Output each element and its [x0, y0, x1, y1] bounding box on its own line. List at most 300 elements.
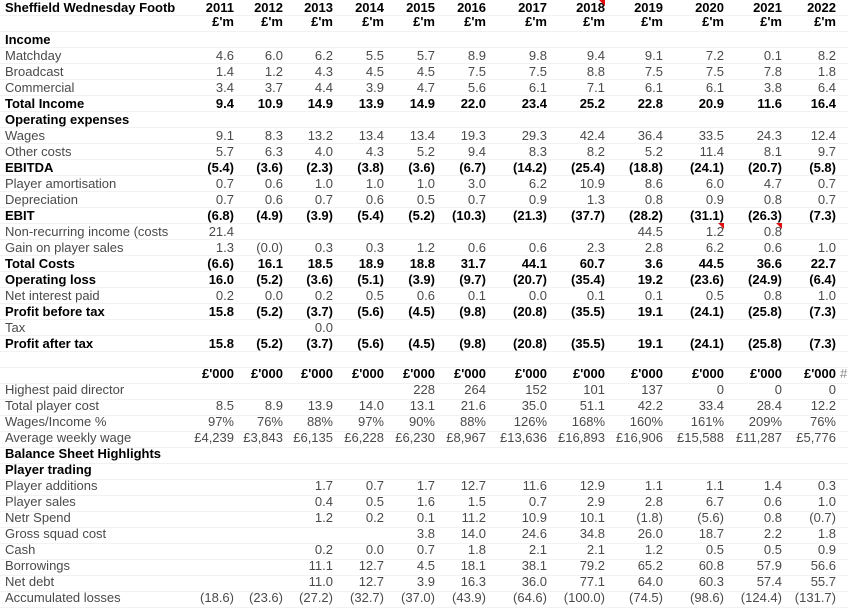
- row-label[interactable]: Balance Sheet Highlights: [5, 446, 162, 461]
- value-cell[interactable]: (23.6): [249, 590, 283, 605]
- value-cell[interactable]: 19.1: [637, 336, 663, 351]
- value-cell[interactable]: 6.2: [528, 176, 547, 191]
- year-header[interactable]: 2013: [304, 0, 333, 15]
- value-cell[interactable]: (18.8): [629, 160, 663, 175]
- value-cell[interactable]: 161%: [690, 414, 724, 429]
- value-cell[interactable]: 0.0: [264, 288, 283, 303]
- value-cell[interactable]: [233, 510, 283, 526]
- value-cell[interactable]: 3.8: [763, 80, 782, 95]
- value-cell[interactable]: 4.5: [416, 558, 435, 573]
- unit-header-thousands[interactable]: £'000: [514, 366, 547, 381]
- value-cell[interactable]: 0.5: [705, 542, 724, 557]
- value-cell[interactable]: (3.7): [306, 304, 333, 319]
- value-cell[interactable]: 21.6: [460, 398, 486, 413]
- value-cell[interactable]: 0.0: [314, 320, 333, 335]
- value-cell[interactable]: 0.1: [416, 510, 435, 525]
- value-cell[interactable]: 16.1: [257, 256, 283, 271]
- value-cell[interactable]: 6.0: [705, 176, 724, 191]
- value-cell[interactable]: £6,228: [344, 430, 384, 445]
- value-cell[interactable]: 0.2: [365, 510, 384, 525]
- value-cell[interactable]: [674, 320, 724, 336]
- value-cell[interactable]: 14.0: [358, 398, 384, 413]
- value-cell[interactable]: 9.1: [215, 128, 234, 143]
- value-cell[interactable]: (5.2): [256, 304, 283, 319]
- value-cell[interactable]: 0.8: [763, 510, 782, 525]
- value-cell[interactable]: 5.2: [416, 144, 435, 159]
- value-cell[interactable]: 16.0: [208, 272, 234, 287]
- value-cell[interactable]: (98.6): [690, 590, 724, 605]
- value-cell[interactable]: [283, 526, 333, 542]
- value-cell[interactable]: 36.6: [756, 256, 782, 271]
- unit-header[interactable]: £'m: [525, 14, 547, 29]
- value-cell[interactable]: 0.0: [365, 542, 384, 557]
- value-cell[interactable]: £11,287: [735, 430, 782, 445]
- value-cell[interactable]: 0.6: [763, 494, 782, 509]
- value-cell[interactable]: [334, 526, 384, 542]
- value-cell[interactable]: 6.1: [644, 80, 663, 95]
- unit-header[interactable]: £'m: [362, 14, 384, 29]
- value-cell[interactable]: 13.4: [358, 128, 384, 143]
- year-header[interactable]: 2015: [406, 0, 435, 15]
- value-cell[interactable]: 9.8: [528, 48, 547, 63]
- value-cell[interactable]: [184, 510, 234, 526]
- year-header[interactable]: 2020: [695, 0, 724, 15]
- value-cell[interactable]: [555, 224, 605, 240]
- row-label[interactable]: Player additions: [5, 478, 98, 493]
- row-label[interactable]: Wages/Income %: [5, 414, 107, 429]
- value-cell[interactable]: 19.1: [637, 304, 663, 319]
- value-cell[interactable]: 4.4: [314, 80, 333, 95]
- value-cell[interactable]: 97%: [357, 414, 384, 429]
- value-cell[interactable]: 60.7: [579, 256, 605, 271]
- value-cell[interactable]: (3.6): [408, 160, 435, 175]
- value-cell[interactable]: 21.4: [208, 224, 234, 239]
- value-cell[interactable]: 0.8: [644, 192, 663, 207]
- row-label[interactable]: Net debt: [5, 574, 55, 589]
- value-cell[interactable]: 1.0: [817, 288, 836, 303]
- value-cell[interactable]: (9.8): [459, 304, 486, 319]
- value-cell[interactable]: 3.9: [416, 574, 435, 589]
- value-cell[interactable]: 7.5: [528, 64, 547, 79]
- value-cell[interactable]: 0.5: [416, 192, 435, 207]
- unit-header[interactable]: £'m: [413, 14, 435, 29]
- row-label[interactable]: Net interest paid: [5, 288, 100, 303]
- row-label[interactable]: Netr Spend: [5, 510, 71, 525]
- row-label[interactable]: Broadcast: [5, 64, 64, 79]
- value-cell[interactable]: (7.3): [809, 336, 836, 351]
- year-header[interactable]: 2022: [807, 0, 836, 15]
- value-cell[interactable]: 0.2: [215, 288, 234, 303]
- value-cell[interactable]: (4.5): [408, 304, 435, 319]
- unit-header[interactable]: £'m: [702, 14, 724, 29]
- value-cell[interactable]: [334, 320, 384, 336]
- year-header[interactable]: 2016: [457, 0, 486, 15]
- value-cell[interactable]: (74.5): [629, 590, 663, 605]
- value-cell[interactable]: 5.7: [215, 144, 234, 159]
- row-label[interactable]: Profit after tax: [5, 336, 94, 351]
- value-cell[interactable]: 77.1: [579, 574, 605, 589]
- value-cell[interactable]: (24.1): [690, 160, 724, 175]
- value-cell[interactable]: (25.8): [748, 304, 782, 319]
- value-cell[interactable]: 0: [828, 382, 836, 397]
- value-cell[interactable]: 1.2: [416, 240, 435, 255]
- value-cell[interactable]: [184, 478, 234, 494]
- value-cell[interactable]: 228: [413, 382, 435, 397]
- value-cell[interactable]: 9.4: [586, 48, 605, 63]
- value-cell[interactable]: 0.6: [264, 192, 283, 207]
- row-label[interactable]: Gross squad cost: [5, 526, 107, 541]
- unit-header-thousands[interactable]: £'000: [300, 366, 333, 381]
- value-cell[interactable]: 51.1: [579, 398, 605, 413]
- value-cell[interactable]: 38.1: [521, 558, 547, 573]
- value-cell[interactable]: 5.5: [365, 48, 384, 63]
- value-cell[interactable]: 13.9: [307, 398, 333, 413]
- value-cell[interactable]: 1.0: [416, 176, 435, 191]
- value-cell[interactable]: 2.8: [644, 494, 663, 509]
- value-cell[interactable]: 14.9: [307, 96, 333, 111]
- row-label[interactable]: EBIT: [5, 208, 35, 223]
- unit-header-thousands[interactable]: £'000: [453, 366, 486, 381]
- value-cell[interactable]: 1.2: [705, 224, 724, 239]
- value-cell[interactable]: 0.7: [365, 478, 384, 493]
- value-cell[interactable]: 8.9: [264, 398, 283, 413]
- year-header[interactable]: 2017: [518, 0, 547, 15]
- row-label[interactable]: Tax: [5, 320, 26, 335]
- row-label[interactable]: Total Costs: [5, 256, 75, 271]
- value-cell[interactable]: [233, 320, 283, 336]
- value-cell[interactable]: (32.7): [350, 590, 384, 605]
- value-cell[interactable]: 1.0: [314, 176, 333, 191]
- value-cell[interactable]: 13.1: [409, 398, 435, 413]
- value-cell[interactable]: 8.2: [586, 144, 605, 159]
- row-label[interactable]: Wages: [5, 128, 45, 143]
- unit-header[interactable]: £'m: [464, 14, 486, 29]
- value-cell[interactable]: 0.6: [467, 240, 486, 255]
- value-cell[interactable]: [184, 558, 234, 574]
- value-cell[interactable]: [786, 320, 836, 336]
- value-cell[interactable]: 36.0: [521, 574, 547, 589]
- value-cell[interactable]: 79.2: [579, 558, 605, 573]
- value-cell[interactable]: 44.5: [637, 224, 663, 239]
- value-cell[interactable]: (5.2): [256, 272, 283, 287]
- value-cell[interactable]: 4.0: [314, 144, 333, 159]
- value-cell[interactable]: 0.1: [763, 48, 782, 63]
- value-cell[interactable]: 11.2: [461, 510, 486, 525]
- value-cell[interactable]: 1.7: [314, 478, 333, 493]
- value-cell[interactable]: (24.1): [690, 304, 724, 319]
- value-cell[interactable]: 0.8: [763, 192, 782, 207]
- value-cell[interactable]: (0.7): [809, 510, 836, 525]
- value-cell[interactable]: 0: [716, 382, 724, 397]
- unit-header-thousands[interactable]: £'000: [691, 366, 724, 381]
- value-cell[interactable]: 33.4: [698, 398, 724, 413]
- row-label[interactable]: Player trading: [5, 462, 92, 477]
- value-cell[interactable]: 209%: [748, 414, 782, 429]
- value-cell[interactable]: 4.3: [314, 64, 333, 79]
- unit-header-thousands[interactable]: £'000: [749, 366, 782, 381]
- value-cell[interactable]: 4.5: [416, 64, 435, 79]
- value-cell[interactable]: (24.9): [748, 272, 782, 287]
- value-cell[interactable]: 19.2: [637, 272, 663, 287]
- unit-header-thousands[interactable]: £'000: [351, 366, 384, 381]
- value-cell[interactable]: 31.7: [460, 256, 486, 271]
- value-cell[interactable]: [184, 574, 234, 590]
- value-cell[interactable]: (10.3): [452, 208, 486, 223]
- value-cell[interactable]: (64.6): [513, 590, 547, 605]
- row-label[interactable]: Player sales: [5, 494, 76, 509]
- value-cell[interactable]: 44.5: [698, 256, 724, 271]
- value-cell[interactable]: 6.2: [314, 48, 333, 63]
- value-cell[interactable]: 7.5: [644, 64, 663, 79]
- value-cell[interactable]: (7.3): [809, 208, 836, 223]
- year-header[interactable]: 2021: [753, 0, 782, 15]
- value-cell[interactable]: 2.1: [528, 542, 547, 557]
- value-cell[interactable]: 35.0: [521, 398, 547, 413]
- value-cell[interactable]: 0.7: [314, 192, 333, 207]
- value-cell[interactable]: [184, 526, 234, 542]
- value-cell[interactable]: [786, 224, 836, 240]
- value-cell[interactable]: 18.8: [409, 256, 435, 271]
- value-cell[interactable]: 19.3: [460, 128, 486, 143]
- value-cell[interactable]: £16,893: [558, 430, 605, 445]
- value-cell[interactable]: (20.8): [513, 336, 547, 351]
- row-label[interactable]: Average weekly wage: [5, 430, 132, 445]
- value-cell[interactable]: [184, 320, 234, 336]
- row-label[interactable]: Accumulated losses: [5, 590, 121, 605]
- value-cell[interactable]: (3.8): [357, 160, 384, 175]
- value-cell[interactable]: 10.1: [579, 510, 605, 525]
- value-cell[interactable]: 12.2: [810, 398, 836, 413]
- value-cell[interactable]: [233, 526, 283, 542]
- value-cell[interactable]: (3.6): [256, 160, 283, 175]
- value-cell[interactable]: (9.7): [459, 272, 486, 287]
- value-cell[interactable]: £3,843: [243, 430, 283, 445]
- value-cell[interactable]: 1.5: [467, 494, 486, 509]
- value-cell[interactable]: 1.3: [215, 240, 234, 255]
- unit-header-thousands[interactable]: £'000: [630, 366, 663, 381]
- value-cell[interactable]: 0.8: [763, 288, 782, 303]
- value-cell[interactable]: £5,776: [796, 430, 836, 445]
- value-cell[interactable]: 3.0: [467, 176, 486, 191]
- value-cell[interactable]: 0.5: [365, 494, 384, 509]
- value-cell[interactable]: 76%: [256, 414, 283, 429]
- value-cell[interactable]: 64.0: [637, 574, 663, 589]
- value-cell[interactable]: 12.7: [358, 574, 384, 589]
- value-cell[interactable]: 8.1: [763, 144, 782, 159]
- value-cell[interactable]: 10.9: [257, 96, 283, 111]
- value-cell[interactable]: [233, 542, 283, 558]
- value-cell[interactable]: (4.9): [256, 208, 283, 223]
- value-cell[interactable]: 6.0: [264, 48, 283, 63]
- value-cell[interactable]: [436, 224, 486, 240]
- unit-header-thousands[interactable]: £'000: [572, 366, 605, 381]
- value-cell[interactable]: (21.3): [513, 208, 547, 223]
- value-cell[interactable]: 0.7: [416, 542, 435, 557]
- value-cell[interactable]: 12.7: [460, 478, 486, 493]
- value-cell[interactable]: 18.7: [698, 526, 724, 541]
- value-cell[interactable]: 4.6: [215, 48, 234, 63]
- value-cell[interactable]: [555, 320, 605, 336]
- value-cell[interactable]: 0.7: [215, 176, 234, 191]
- value-cell[interactable]: 1.1: [644, 478, 663, 493]
- value-cell[interactable]: 1.0: [365, 176, 384, 191]
- value-cell[interactable]: 0.9: [817, 542, 836, 557]
- unit-header[interactable]: £'m: [760, 14, 782, 29]
- value-cell[interactable]: 9.4: [215, 96, 234, 111]
- value-cell[interactable]: 18.5: [307, 256, 333, 271]
- row-label[interactable]: Non-recurring income (costs: [5, 224, 169, 239]
- value-cell[interactable]: (3.9): [306, 208, 333, 223]
- value-cell[interactable]: [233, 574, 283, 590]
- value-cell[interactable]: 97%: [207, 414, 234, 429]
- value-cell[interactable]: (3.6): [306, 272, 333, 287]
- unit-header[interactable]: £'m: [261, 14, 283, 29]
- value-cell[interactable]: 20.9: [698, 96, 724, 111]
- value-cell[interactable]: 0.5: [705, 288, 724, 303]
- value-cell[interactable]: [233, 494, 283, 510]
- value-cell[interactable]: 2.1: [586, 542, 605, 557]
- value-cell[interactable]: 1.2: [264, 64, 283, 79]
- row-label[interactable]: Gain on player sales: [5, 240, 124, 255]
- value-cell[interactable]: 3.6: [644, 256, 663, 271]
- value-cell[interactable]: 4.3: [365, 144, 384, 159]
- value-cell[interactable]: (37.7): [571, 208, 605, 223]
- value-cell[interactable]: 9.4: [467, 144, 486, 159]
- value-cell[interactable]: 101: [583, 382, 605, 397]
- value-cell[interactable]: (131.7): [794, 590, 836, 605]
- value-cell[interactable]: (28.2): [629, 208, 663, 223]
- comment-indicator-icon[interactable]: [599, 0, 605, 6]
- row-label[interactable]: Borrowings: [5, 558, 71, 573]
- value-cell[interactable]: (43.9): [452, 590, 486, 605]
- value-cell[interactable]: (20.8): [513, 304, 547, 319]
- row-label[interactable]: Total Income: [5, 96, 85, 111]
- value-cell[interactable]: (23.6): [690, 272, 724, 287]
- value-cell[interactable]: 44.1: [521, 256, 547, 271]
- row-label[interactable]: Cash: [5, 542, 36, 557]
- value-cell[interactable]: 34.8: [579, 526, 605, 541]
- value-cell[interactable]: 0.7: [215, 192, 234, 207]
- value-cell[interactable]: 0.7: [817, 192, 836, 207]
- value-cell[interactable]: (37.0): [401, 590, 435, 605]
- value-cell[interactable]: 18.1: [460, 558, 486, 573]
- value-cell[interactable]: (9.8): [459, 336, 486, 351]
- value-cell[interactable]: [497, 224, 547, 240]
- year-header[interactable]: 2011: [205, 0, 234, 15]
- value-cell[interactable]: 76%: [809, 414, 836, 429]
- value-cell[interactable]: 56.6: [810, 558, 836, 573]
- value-cell[interactable]: 1.2: [314, 510, 333, 525]
- row-label[interactable]: EBITDA: [5, 160, 54, 175]
- value-cell[interactable]: [334, 224, 384, 240]
- row-label[interactable]: Income: [5, 32, 51, 47]
- value-cell[interactable]: 16.4: [810, 96, 836, 111]
- value-cell[interactable]: 3.7: [264, 80, 283, 95]
- value-cell[interactable]: (4.5): [408, 336, 435, 351]
- value-cell[interactable]: (20.7): [513, 272, 547, 287]
- value-cell[interactable]: (18.6): [200, 590, 234, 605]
- value-cell[interactable]: 88%: [459, 414, 486, 429]
- value-cell[interactable]: 0.1: [586, 288, 605, 303]
- value-cell[interactable]: [283, 382, 333, 398]
- value-cell[interactable]: 12.9: [579, 478, 605, 493]
- value-cell[interactable]: 12.4: [810, 128, 836, 143]
- value-cell[interactable]: [436, 320, 486, 336]
- value-cell[interactable]: 0.7: [817, 176, 836, 191]
- value-cell[interactable]: 60.8: [698, 558, 724, 573]
- row-label[interactable]: Commercial: [5, 80, 75, 95]
- value-cell[interactable]: 152: [525, 382, 547, 397]
- value-cell[interactable]: 0.8: [763, 224, 782, 239]
- value-cell[interactable]: 57.4: [756, 574, 782, 589]
- value-cell[interactable]: (20.7): [748, 160, 782, 175]
- value-cell[interactable]: 0.2: [314, 288, 333, 303]
- value-cell[interactable]: 0.2: [314, 542, 333, 557]
- value-cell[interactable]: 1.8: [817, 526, 836, 541]
- value-cell[interactable]: 0.5: [763, 542, 782, 557]
- value-cell[interactable]: 0.1: [467, 288, 486, 303]
- value-cell[interactable]: 0.1: [644, 288, 663, 303]
- value-cell[interactable]: 65.2: [637, 558, 663, 573]
- value-cell[interactable]: 6.3: [264, 144, 283, 159]
- value-cell[interactable]: (6.7): [459, 160, 486, 175]
- value-cell[interactable]: 11.1: [308, 558, 333, 573]
- value-cell[interactable]: [233, 478, 283, 494]
- value-cell[interactable]: 6.1: [705, 80, 724, 95]
- value-cell[interactable]: (5.4): [357, 208, 384, 223]
- value-cell[interactable]: 3.9: [365, 80, 384, 95]
- value-cell[interactable]: 160%: [629, 414, 663, 429]
- value-cell[interactable]: 0.5: [365, 288, 384, 303]
- value-cell[interactable]: 1.0: [817, 494, 836, 509]
- value-cell[interactable]: (35.5): [571, 304, 605, 319]
- value-cell[interactable]: 0.9: [705, 192, 724, 207]
- value-cell[interactable]: 36.4: [637, 128, 663, 143]
- value-cell[interactable]: (3.9): [408, 272, 435, 287]
- value-cell[interactable]: (6.6): [207, 256, 234, 271]
- value-cell[interactable]: (6.4): [809, 272, 836, 287]
- value-cell[interactable]: 2.2: [763, 526, 782, 541]
- value-cell[interactable]: 14.0: [460, 526, 486, 541]
- value-cell[interactable]: 1.8: [817, 64, 836, 79]
- row-label[interactable]: Depreciation: [5, 192, 78, 207]
- value-cell[interactable]: £6,230: [395, 430, 435, 445]
- value-cell[interactable]: (35.5): [571, 336, 605, 351]
- value-cell[interactable]: 24.3: [756, 128, 782, 143]
- value-cell[interactable]: 15.8: [208, 336, 234, 351]
- value-cell[interactable]: (24.1): [690, 336, 724, 351]
- value-cell[interactable]: 26.0: [637, 526, 663, 541]
- value-cell[interactable]: (5.6): [357, 304, 384, 319]
- value-cell[interactable]: 9.1: [644, 48, 663, 63]
- value-cell[interactable]: (3.7): [306, 336, 333, 351]
- value-cell[interactable]: 0.0: [528, 288, 547, 303]
- value-cell[interactable]: 28.4: [756, 398, 782, 413]
- value-cell[interactable]: 8.3: [264, 128, 283, 143]
- row-label[interactable]: Other costs: [5, 144, 72, 159]
- unit-header-thousands[interactable]: £'000: [201, 366, 234, 381]
- value-cell[interactable]: 8.9: [467, 48, 486, 63]
- value-cell[interactable]: 11.6: [522, 478, 547, 493]
- value-cell[interactable]: (5.2): [256, 336, 283, 351]
- value-cell[interactable]: 22.7: [810, 256, 836, 271]
- sheet-title[interactable]: Sheffield Wednesday Footb: [5, 0, 176, 15]
- value-cell[interactable]: (5.6): [697, 510, 724, 525]
- value-cell[interactable]: 8.3: [528, 144, 547, 159]
- row-label[interactable]: Highest paid director: [5, 382, 125, 397]
- value-cell[interactable]: 4.7: [416, 80, 435, 95]
- value-cell[interactable]: 6.7: [705, 494, 724, 509]
